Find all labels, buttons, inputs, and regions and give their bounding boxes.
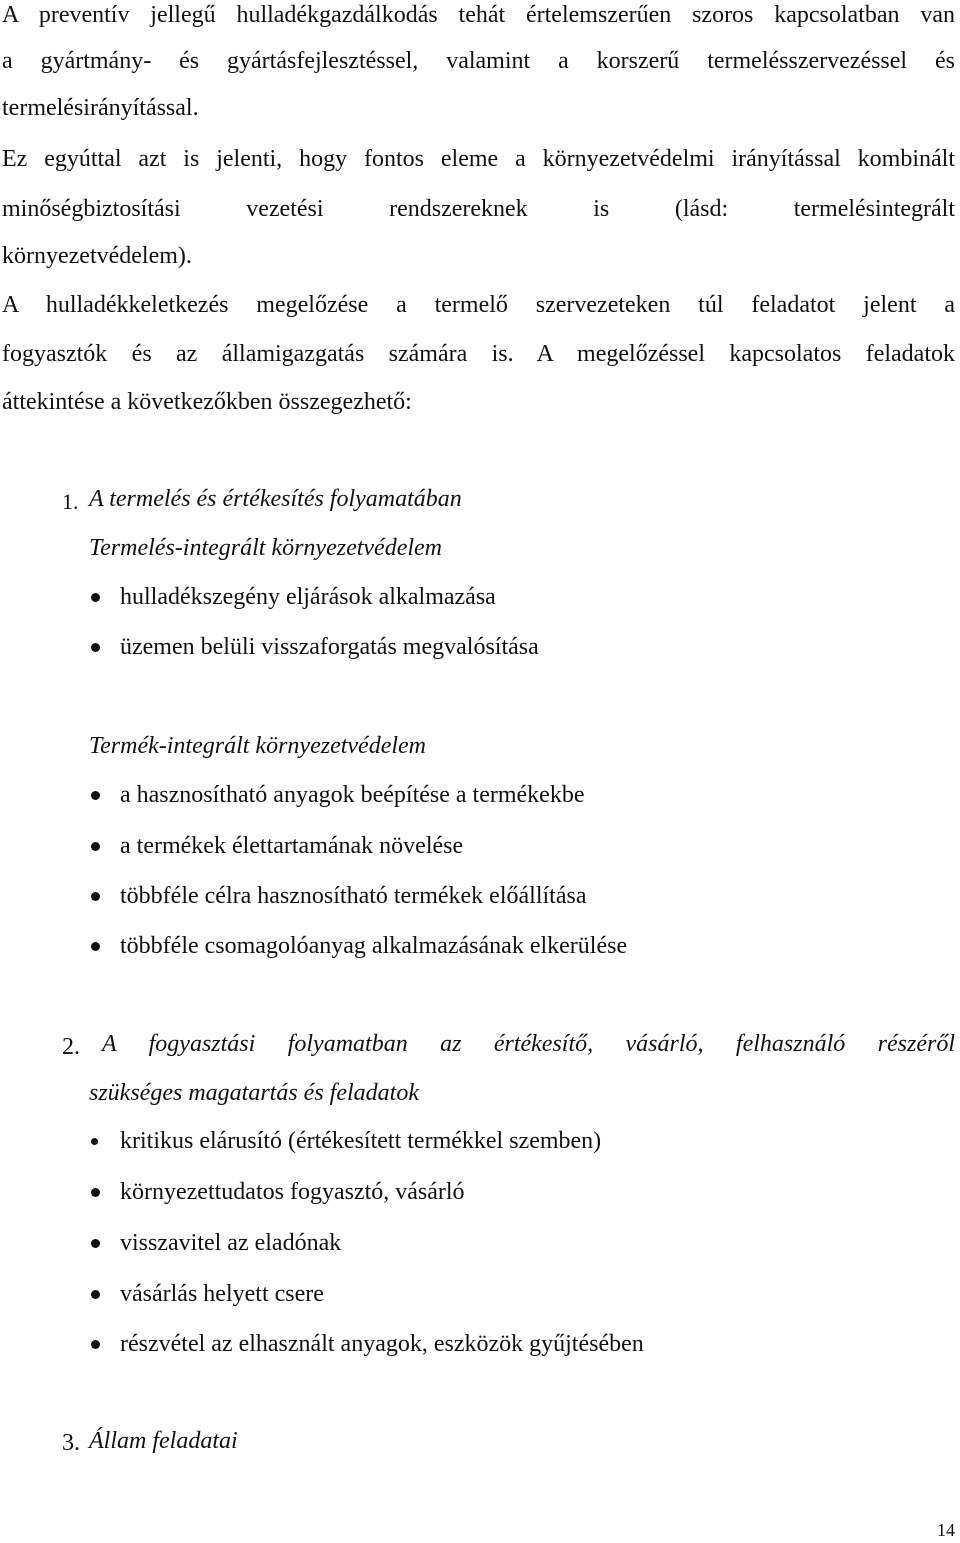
section1-sub2-item: többféle csomagolóanyag alkalmazásának elkerülése: [120, 933, 628, 959]
para3-line2: fogyasztók és az államigazgatás számára is. A megelőzéssel kapcsolatos feladatok: [2, 341, 955, 367]
bullet-icon: [91, 1340, 100, 1349]
section1-title: A termelés és értékesítés folyamatában: [89, 486, 462, 512]
para3-line3: áttekintése a következőkben összegezhető:: [2, 389, 412, 415]
section1-sub2-item: a hasznosítható anyagok beépítése a termékekbe: [120, 782, 585, 808]
section1-sub2-item: többféle célra hasznosítható termékek előállítása: [120, 883, 587, 909]
bullet-icon: [91, 643, 100, 652]
bullet-icon: [91, 1290, 100, 1299]
section2-title-line1: A fogyasztási folyamatban az értékesítő, vásárló, felhasználó részéről: [102, 1031, 955, 1057]
section1-sub2-heading: Termék-integrált környezetvédelem: [89, 733, 426, 759]
para1-line1: A preventív jellegű hulladékgazdálkodás tehát értelemszerűen szoros kapcsolatban van: [2, 2, 955, 28]
bullet-icon: [91, 842, 100, 851]
para2-line3: környezetvédelem).: [2, 243, 192, 269]
section1-sub1-item: üzemen belüli visszaforgatás megvalósítása: [120, 634, 539, 660]
section2-item: visszavitel az eladónak: [120, 1230, 342, 1256]
para1-line3: termelésirányítással.: [2, 95, 199, 121]
bullet-icon: [91, 942, 100, 951]
section1-number: 1.: [62, 489, 79, 514]
bullet-icon: [91, 1239, 100, 1248]
section1-sub2-item: a termékek élettartamának növelése: [120, 833, 464, 859]
para1-line2: a gyártmány- és gyártásfejlesztéssel, valamint a korszerű termelésszervezéssel és: [2, 48, 955, 74]
section1-sub1-item: hulladékszegény eljárások alkalmazása: [120, 584, 496, 610]
section1-sub1-heading: Termelés-integrált környezetvédelem: [89, 535, 443, 561]
bullet-icon: [91, 1188, 100, 1197]
section2-item: vásárlás helyett csere: [120, 1281, 324, 1307]
section2-item: részvétel az elhasznált anyagok, eszközök gyűjtésében: [120, 1331, 644, 1357]
page-number: 14: [937, 1520, 955, 1540]
section2-item: környezettudatos fogyasztó, vásárló: [120, 1179, 465, 1205]
bullet-icon: [91, 892, 100, 901]
section2-item: kritikus elárusító (értékesített termékkel szemben): [120, 1128, 602, 1154]
bullet-icon: [91, 593, 100, 602]
section2-number: 2.: [62, 1034, 80, 1060]
para2-line2: minőségbiztosítási vezetési rendszereknek is (lásd: termelésintegrált: [2, 196, 955, 222]
bullet-icon: [91, 1138, 98, 1145]
para3-line1: A hulladékkeletkezés megelőzése a termelő szervezeteken túl feladatot jelent a: [2, 292, 955, 318]
section3-number: 3.: [62, 1430, 80, 1456]
para2-line1: Ez egyúttal azt is jelenti, hogy fontos eleme a környezetvédelmi irányítással kombinált: [2, 146, 955, 172]
section2-title-line2: szükséges magatartás és feladatok: [89, 1080, 419, 1106]
section3-title: Állam feladatai: [89, 1428, 238, 1454]
bullet-icon: [91, 791, 100, 800]
